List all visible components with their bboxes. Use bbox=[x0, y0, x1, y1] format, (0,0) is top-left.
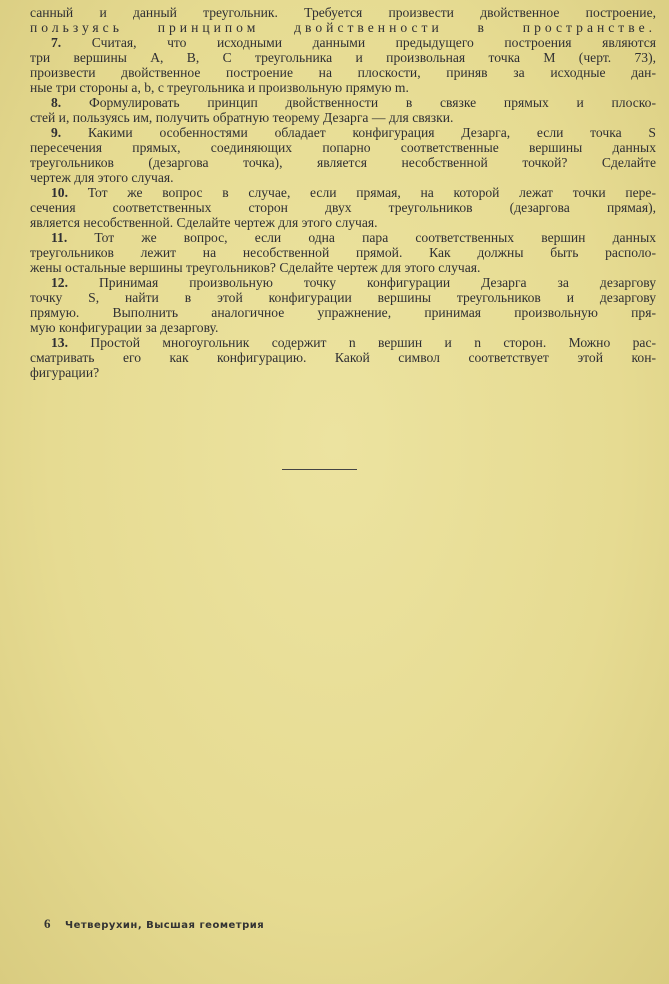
exercise-line bbox=[30, 95, 656, 110]
exercise-number: 10. bbox=[51, 185, 68, 200]
line-text: сматривать его как конфигурацию. Какой символ соответствует этой кон- bbox=[30, 350, 656, 365]
line-text: Формулировать принцип двойственности в связке прямых и плоско- bbox=[88, 95, 656, 110]
line-text: произвести двойственное построение на плоскости, приняв за исходные дан- bbox=[30, 65, 656, 80]
line-text: Принимая произвольную точку конфигурации Дезарга за дезаргову bbox=[98, 275, 657, 290]
exercise-number: 12. bbox=[51, 275, 68, 290]
text-line bbox=[30, 290, 656, 305]
exercise-line bbox=[30, 335, 656, 350]
exercise-line bbox=[30, 230, 656, 245]
line-text: треугольников (дезаргова точка), является несобственной точкой? Сделайте bbox=[30, 155, 656, 170]
line-text: Тот же вопрос в случае, если прямая, на которой лежат точки пере- bbox=[87, 185, 656, 200]
text-line bbox=[30, 155, 656, 170]
line-text: мую конфигурации за дезаргову. bbox=[30, 320, 219, 335]
text-line bbox=[30, 365, 656, 380]
exercise-line bbox=[30, 35, 656, 50]
text-line bbox=[30, 65, 656, 80]
line-text: пользуясь принципом двойственности в пространстве. bbox=[30, 20, 656, 35]
exercise-number: 9. bbox=[51, 125, 62, 140]
exercise-number: 8. bbox=[51, 95, 62, 110]
line-text: фигурации? bbox=[30, 365, 100, 380]
line-text: Считая, что исходными данными предыдущего построения являются bbox=[91, 35, 656, 50]
line-text: три вершины A, B, C треугольника и произвольная точка M (черт. 73), bbox=[30, 50, 656, 65]
text-line bbox=[30, 80, 656, 95]
text-line bbox=[30, 170, 656, 185]
exercise-line bbox=[30, 185, 656, 200]
text-line bbox=[30, 245, 656, 260]
line-text: прямую. Выполнить аналогичное упражнение, принимая произвольную пря- bbox=[30, 305, 656, 320]
line-text: ные три стороны a, b, c треугольника и произвольную прямую m. bbox=[30, 80, 409, 95]
line-text: является несобственной. Сделайте чертеж для этого случая. bbox=[30, 215, 378, 230]
text-line bbox=[30, 260, 656, 275]
body-text bbox=[30, 5, 656, 380]
exercise-line bbox=[30, 125, 656, 140]
text-line bbox=[30, 140, 656, 155]
exercise-number: 11. bbox=[51, 230, 68, 245]
line-text: чертеж для этого случая. bbox=[30, 170, 174, 185]
line-text: пересечения прямых, соединяющих попарно соответственные вершины данных bbox=[30, 140, 656, 155]
text-line bbox=[30, 350, 656, 365]
line-text: Какими особенностями обладает конфигурация Дезарга, если точка S bbox=[87, 125, 656, 140]
page-footer bbox=[44, 916, 264, 932]
line-text: точку S, найти в этой конфигурации вершины треугольников и дезаргову bbox=[30, 290, 656, 305]
line-text: стей и, пользуясь им, получить обратную теорему Дезарга — для связки. bbox=[30, 110, 454, 125]
text-line bbox=[30, 20, 656, 35]
text-line bbox=[30, 305, 656, 320]
exercise-number: 7. bbox=[51, 35, 62, 50]
section-divider bbox=[282, 469, 357, 470]
printer-signature: Четверухин, Высшая геометрия bbox=[65, 920, 265, 931]
line-text: Простой многоугольник содержит n вершин и n сторон. Можно рас- bbox=[90, 335, 656, 350]
text-line bbox=[30, 5, 656, 20]
line-text: сечения соответственных сторон двух треугольников (дезаргова прямая), bbox=[30, 200, 656, 215]
exercise-number: 13. bbox=[51, 335, 68, 350]
text-line bbox=[30, 50, 656, 65]
page-number: 6 bbox=[44, 916, 51, 931]
text-line bbox=[30, 110, 656, 125]
text-line bbox=[30, 320, 656, 335]
line-text: Тот же вопрос, если одна пара соответственных вершин данных bbox=[94, 230, 656, 245]
exercise-line bbox=[30, 275, 656, 290]
text-line bbox=[30, 200, 656, 215]
text-line bbox=[30, 215, 656, 230]
line-text: санный и данный треугольник. Требуется произвести двойственное построение, bbox=[30, 5, 656, 20]
line-text: жены остальные вершины треугольников? Сделайте чертеж для этого случая. bbox=[30, 260, 481, 275]
line-text: треугольников лежит на несобственной прямой. Как должны быть располо- bbox=[30, 245, 656, 260]
